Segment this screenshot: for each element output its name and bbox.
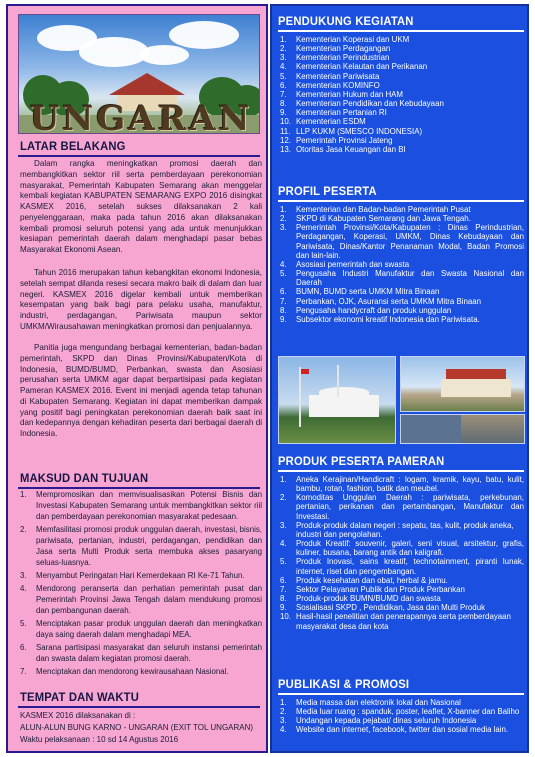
produk-heading: PRODUK PESERTA PAMERAN (278, 454, 445, 468)
latar-paragraph-1: Dalam rangka meningkatkan promosi daerah dan membangkitkan sektor riil serta pemberdayaan perekonomian masyarakat, Pemerintah Kabupaten Semarang akan menggelar kembali kegiatan KABUPATEN SEMARANG EXPO 2016 disingkat KASMEX 2016, setelah sukses dilaksanakan 2 kali penyelenggaraan, maka pada tahun 2016 akan dilaksanakan kembali promosi seluruh potensi yang ada untuk menunjukkan kesiapan pemerintah daerah dalam menghadapi pasar bebas Masyarakat Ekonomi Asean. (20, 159, 262, 254)
list-item: 5. Menciptakan pasar produk unggulan daerah dan meningkatkan daya saing daerah dalam menghadapi MEA. (20, 619, 262, 640)
list-item: 13. Otoritas Jasa Keuangan dan BI (280, 144, 406, 154)
maksud-tujuan-heading: MAKSUD DAN TUJUAN (20, 471, 149, 485)
list-item: 4. Produk Kreatif: souvenir, galeri, seni visual, arsitektur, grafis, kuliner, busana, barang antik dan kaligrafi. (280, 539, 524, 558)
list-item: 1. Kementerian Koperasi dan UKM (280, 35, 410, 44)
list-item: 4. Asosiasi pemerintah dan swasta (280, 259, 410, 269)
pendukung-heading: PENDUKUNG KEGIATAN (278, 14, 414, 28)
publikasi-heading: PUBLIKASI & PROMOSI (278, 677, 410, 691)
divider (278, 30, 524, 32)
right-column (270, 4, 529, 753)
maksud-list (20, 490, 262, 681)
tempat-line-1: KASMEX 2016 dilaksanakan di : (20, 711, 136, 720)
list-item: 8. Kementerian Pendidikan dan Kebudayaan (280, 99, 444, 109)
ungaran-banner-image (18, 14, 260, 134)
profil-heading: PROFIL PESERTA (278, 184, 377, 198)
list-item: 11. LLP KUKM (SMESCO INDONESIA) (280, 126, 423, 136)
list-item: 5. Pengusaha Industri Manufaktur dan Swasta Nasional dan Daerah (280, 269, 524, 288)
list-item: 1. Aneka Kerajinan/Handicraft : logam, kramik, kayu, batu, kulit, bambu, rotan, fashion, batik dan meubel. (280, 475, 524, 494)
latar-belakang-heading: LATAR BELAKANG (20, 139, 126, 153)
photo-exhibition-tents (278, 356, 396, 444)
latar-paragraph-2: Tahun 2016 merupakan tahun kebangkitan ekonomi Indonesia, setelah sempat dilanda resesi secara makro baik di dalam dan luar negeri. KASMEX 2016 digelar kembali untuk memberikan kesempatan yang baik bagi para pelaku usaha, manufaktur, industri, perdagangan, Pariwisata maupun sektor UMKM/Wirausahawan meningkatkan promosi dan penjualannya. (20, 268, 262, 331)
profil-list (278, 205, 524, 324)
list-item: 3. Undangan kepada pejabat/ dinas seluruh Indonesia (280, 716, 477, 726)
list-item: 2. Kementerian Perdagangan (280, 44, 391, 54)
publikasi-list (278, 698, 524, 735)
list-item: 9. Sosialisasi SKPD , Pendidikan, Jasa dan Multi Produk (280, 603, 486, 613)
photo-building (400, 356, 525, 412)
list-item: 2. SKPD di Kabupaten Semarang dan Jawa Tengah. (280, 214, 471, 224)
divider (18, 487, 260, 489)
list-item: 8. Pengusaha handycraft dan produk unggulan (280, 305, 452, 315)
list-item: 10. Kementerian ESDM (280, 117, 366, 127)
divider (18, 706, 260, 708)
list-item: 6. Produk kesehatan dan obat, herbal & jamu. (280, 575, 448, 585)
list-item: 10. Hasil-hasil penelitian dan penerapannya serta pemberdayaan masyarakat desa dan kota (280, 612, 511, 631)
list-item: 3. Produk-produk dalam negeri : sepatu, tas, kulit, produk aneka, industri dan pengolahan. (280, 520, 514, 539)
list-item: 7. Perbankan, OJK, Asuransi serta UMKM Mitra Binaan (280, 296, 482, 306)
list-item: 1. Mempromosikan dan memvisualisasikan Potensi Bisnis dan Investasi Kabupaten Semarang untuk membangkitkan sektor riil dan pemberdayaan perekonomian masyarakat pedesaan. (20, 490, 262, 521)
list-item: 4. Kementerian Kelautan dan Perikanan (280, 62, 428, 72)
photo-plaza (400, 414, 525, 444)
list-item: 5. Produk Inovasi, sains kreatif, technotainment, piranti lunak, internet, riset dan pengembangan. (280, 557, 524, 576)
list-item: 7. Kementerian Hukum dan HAM (280, 89, 404, 99)
list-item: 2. Komoditas Unggulan Daerah : pariwisata, perkebunan, pertanian, perikanan dan pertambangan, Manufaktur dan Investasi. (280, 493, 524, 521)
list-item: 9. Kementerian Pertanian RI (280, 108, 387, 118)
waktu-line: Waktu pelaksanaan : 10 sd 14 Agustus 2016 (20, 735, 179, 744)
produk-list (278, 475, 524, 631)
list-item: 9. Subsektor ekonomi kreatif Indonesia dan Pariwisata. (280, 314, 480, 324)
list-item: 2. Media luar ruang : spanduk, poster, leaflet, X-banner dan Baliho (280, 707, 520, 717)
list-item: 3. Menyambut Peringatan Hari Kemerdekaan RI Ke-71 Tahun. (20, 570, 245, 580)
list-item: 4. Mendorong peranserta dan perhatian pemerintah pusat dan Pemerintah Provinsi Jawa Tengah dalam mendukung promosi dan pembangunan daerah. (20, 584, 262, 615)
event-photos (278, 356, 525, 444)
divider (18, 155, 260, 157)
list-item: 6. Kementerian KOMINFO (280, 80, 380, 90)
list-item: 6. Sarana partisipasi masyarakat dan seluruh instansi pemerintah dan swasta dalam kegiatan promosi daerah. (20, 643, 262, 664)
left-column (6, 4, 268, 753)
banner-caption: UNGARAN (29, 99, 253, 134)
list-item: 2. Memfasilitasi promosi produk unggulan daerah, investasi, bisnis, pariwisata, pertanian, industri, perdagangan, pendidikan dan Jasa serta Multi Produk serta membuka akses pasaryang seluas-luasnya. (20, 525, 262, 567)
list-item: 12. Pemerintah Provinsi Jateng (280, 135, 393, 145)
tempat-waktu-heading: TEMPAT DAN WAKTU (20, 690, 140, 704)
latar-paragraph-3: Panitia juga mengundang berbagai kementerian, badan-badan pemerintah, SKPD dan Dinas Provinsi/Kabupaten/Kota di Indonesia, BUMD/BUMD, Perbankan, swasta dan Asosiasi perusahan serta UMKM agar dapat berpartisipasi pada kegiatan Pameran KASMEX 2016. Event ini menjadi agenda tetap tahunan di Kabupaten Semarang. Kegiatan ini dapat memberikan dampak yang positif bagi peningkatan perekonomian daerah baik saat ini dan kedepannya dengan kehadiran peserta dari berbagai daerah di Indonesia. (20, 343, 262, 438)
pendukung-list (278, 35, 524, 154)
tempat-line-2: ALUN-ALUN BUNG KARNO - UNGARAN (EXIT TOL UNGARAN) (20, 723, 254, 732)
list-item: 4. Website dan internet, facebook, twitter dan sosial media lain. (280, 725, 509, 735)
list-item: 5. Kementerian Pariwisata (280, 71, 380, 81)
list-item: 7. Sektor Pelayanan Publik dan Produk Perbankan (280, 584, 465, 594)
list-item: 6. BUMN, BUMD serta UMKM Mitra Binaan (280, 287, 440, 297)
list-item: 1. Kementerian dan Badan-badan Pemerintah Pusat (280, 205, 471, 214)
divider (278, 693, 524, 695)
list-item: 3. Pemerintah Provinsi/Kota/Kabupaten : Dinas Perindustrian, Perdagangan, Koperasi, UMKM, Dinas Kebudayaan dan Pariwisata, Dinas/Kantor Penanaman Modal, Badan Promosi dan lain-lain. (280, 223, 524, 260)
list-item: 1. Media massa dan elektronik lokal dan Nasional (280, 698, 461, 707)
list-item: 3. Kementerian Perindustrian (280, 53, 390, 63)
list-item: 7. Menciptakan dan mendorong kewirausahaan Nasional. (20, 667, 229, 677)
list-item: 8. Produk-produk BUMN/BUMD dan swasta (280, 594, 441, 604)
divider (278, 200, 524, 202)
divider (278, 470, 524, 472)
